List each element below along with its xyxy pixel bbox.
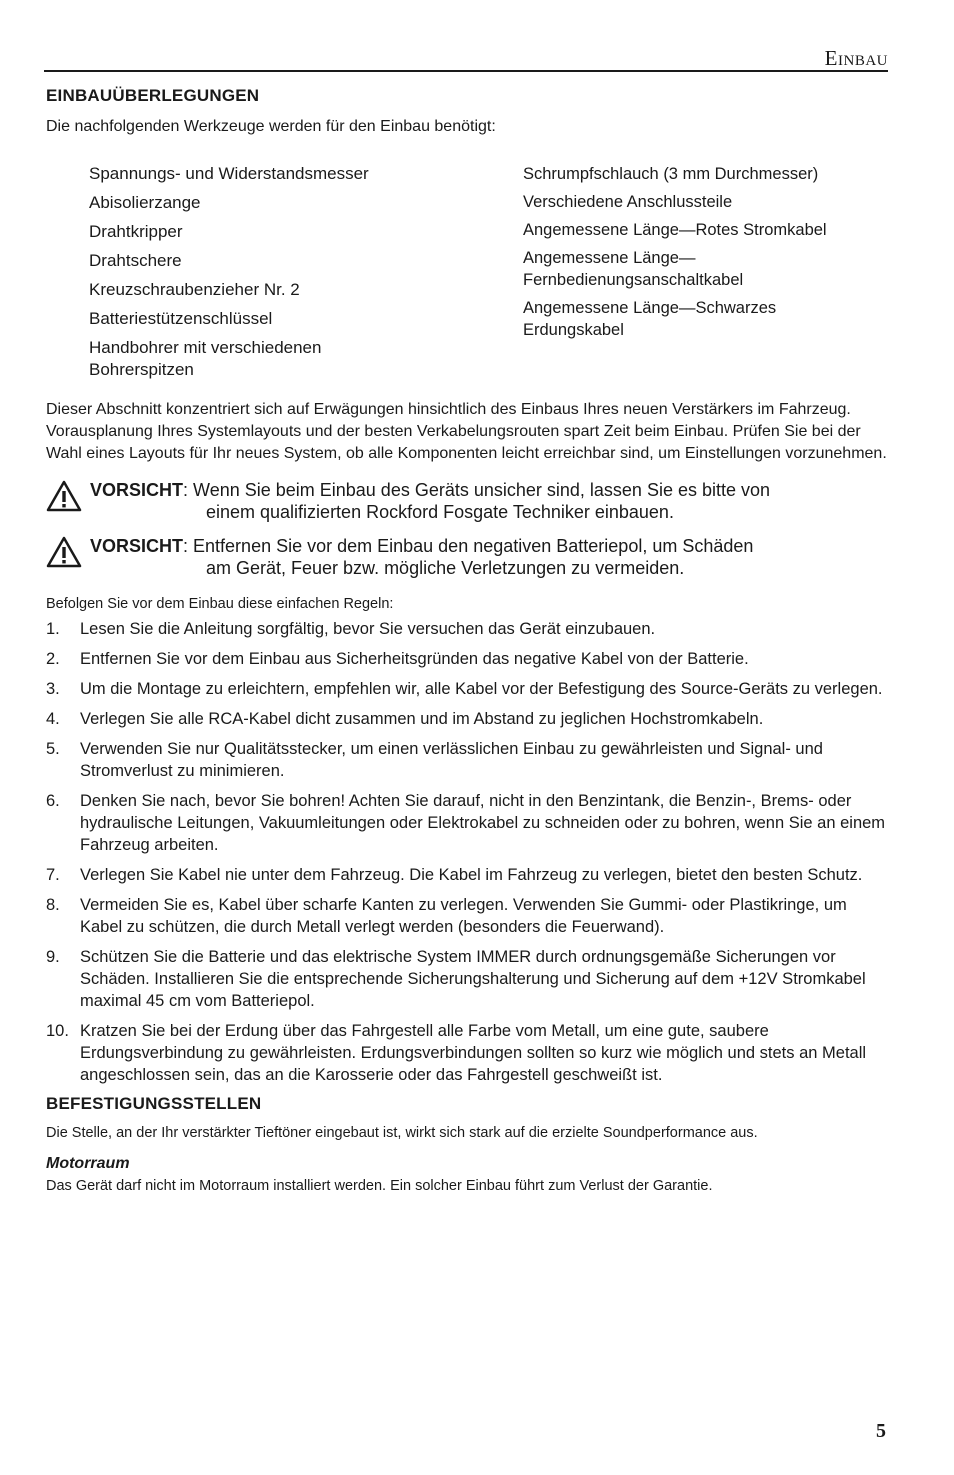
list-item	[46, 648, 888, 670]
tool-item: Kreuzschraubenzieher Nr. 2	[89, 280, 300, 299]
list-item	[46, 790, 888, 856]
tool-item: Drahtschere	[89, 251, 182, 270]
rules-list	[46, 618, 888, 1086]
befestigung-intro: Die Stelle, an der Ihr verstärkter Tieftöner eingebaut ist, wirkt sich stark auf die erzielte Soundperformance aus.	[46, 1125, 758, 1141]
tools-list-right	[523, 163, 883, 347]
list-text: Denken Sie nach, bevor Sie bohren! Achten Sie darauf, nicht in den Benzintank, die Benzin-, Brems- oder hydraulische Leitungen, Vakuumleitungen oder Elektrokabel zu schneiden oder zu bohren, wenn Sie an einem Fahrzeug arbeiten.	[80, 792, 886, 854]
list-item	[46, 864, 888, 886]
list-text: Vermeiden Sie es, Kabel über scharfe Kanten zu verlegen. Verwenden Sie Gummi- oder Plastikringe, um Kabel zu schützen, die durch Metall verlegt werden (besonders die Feuerwand).	[80, 896, 847, 936]
list-item	[46, 894, 888, 938]
tool-item: Verschiedene Anschlussteile	[523, 193, 733, 211]
list-item	[46, 618, 888, 640]
caution-notice: VORSICHT: Entfernen Sie vor dem Einbau den negativen Batteriepol, um Schäden am Gerät, Feuer bzw. mögliche Verletzungen zu vermeiden.	[46, 535, 888, 579]
list-text: Um die Montage zu erleichtern, empfehlen wir, alle Kabel vor der Befestigung des Source-Geräts zu verlegen.	[80, 680, 883, 698]
list-text: Verwenden Sie nur Qualitätsstecker, um einen verlässlichen Einbau zu gewährleisten und Signal- und Stromverlust zu minimieren.	[80, 740, 823, 780]
list-item	[46, 678, 888, 700]
list-item	[46, 1020, 888, 1086]
list-text: Kratzen Sie bei der Erdung über das Fahrgestell alle Farbe vom Metall, um eine gute, saubere Erdungsverbindung zu gewährleisten. Erdungsverbindungen sollten so kurz wie möglich und stets an Metall angeschlossen sein, das an die Karosserie oder das Fahrgestell geschweißt ist.	[80, 1022, 867, 1084]
list-number: 4.	[46, 710, 60, 728]
list-number: 1.	[46, 620, 60, 638]
tool-item: Spannungs- und Widerstandsmesser	[89, 164, 369, 183]
page-content	[46, 86, 888, 1196]
caution-text-cont: am Gerät, Feuer bzw. mögliche Verletzungen zu vermeiden.	[206, 558, 685, 578]
running-head	[44, 46, 888, 72]
section-heading-einbau: EINBAUÜBERLEGUNGEN	[46, 86, 260, 105]
list-number: 3.	[46, 680, 60, 698]
section-description: Dieser Abschnitt konzentriert sich auf Erwägungen hinsichtlich des Einbaus Ihres neuen Verstärkers im Fahrzeug. Vorausplanung Ihres Systemlayouts und der besten Verkabelungsrouten spart Zeit beim Einbau. Prüfen Sie bei der Wahl eines Layouts für Ihr neues System, ob alle Komponenten leicht erreichbar sind, um Einstellungen vorzunehmen.	[46, 401, 887, 462]
caution-notice: VORSICHT: Wenn Sie beim Einbau des Geräts unsicher sind, lassen Sie es bitte von einem qualifizierten Rockford Fosgate Techniker einbauen.	[46, 479, 888, 523]
running-head-title: Einbau	[824, 46, 888, 70]
tools-intro: Die nachfolgenden Werkzeuge werden für den Einbau benötigt:	[46, 118, 496, 135]
tool-item: Drahtkripper	[89, 222, 183, 241]
list-item	[46, 738, 888, 782]
list-text: Verlegen Sie alle RCA-Kabel dicht zusammen und im Abstand zu jeglichen Hochstromkabeln.	[80, 710, 764, 728]
list-number: 8.	[46, 896, 60, 914]
subheading-motorraum: Motorraum	[46, 1155, 130, 1172]
caution-text: Wenn Sie beim Einbau des Geräts unsicher sind, lassen Sie es bitte von	[193, 480, 771, 500]
caution-label: VORSICHT	[90, 536, 184, 556]
rules-intro: Befolgen Sie vor dem Einbau diese einfachen Regeln:	[46, 596, 394, 612]
list-number: 9.	[46, 948, 60, 966]
caution-text: Entfernen Sie vor dem Einbau den negativen Batteriepol, um Schäden	[193, 536, 754, 556]
motorraum-text: Das Gerät darf nicht im Motorraum installiert werden. Ein solcher Einbau führt zum Verlust der Garantie.	[46, 1178, 713, 1194]
tool-item: Angemessene Länge—Schwarzes Erdungskabel	[523, 299, 777, 339]
tool-item: Abisolierzange	[89, 193, 201, 212]
caution-text-cont: einem qualifizierten Rockford Fosgate Techniker einbauen.	[206, 502, 674, 522]
list-number: 10.	[46, 1022, 69, 1040]
list-number: 6.	[46, 792, 60, 810]
list-item	[46, 946, 888, 1012]
tool-item: Schrumpfschlauch (3 mm Durchmesser)	[523, 165, 819, 183]
list-number: 2.	[46, 650, 60, 668]
page-number: 5	[876, 1420, 886, 1442]
list-text: Verlegen Sie Kabel nie unter dem Fahrzeug. Die Kabel im Fahrzeug zu verlegen, bietet den besten Schutz.	[80, 866, 863, 884]
list-text: Entfernen Sie vor dem Einbau aus Sicherheitsgründen das negative Kabel von der Batterie.	[80, 650, 749, 668]
caution-label: VORSICHT	[90, 480, 184, 500]
list-number: 7.	[46, 866, 60, 884]
warning-triangle-icon	[46, 536, 82, 568]
tools-list-left	[89, 163, 459, 388]
warning-triangle-icon	[46, 480, 82, 512]
tool-item: Angemessene Länge—Rotes Stromkabel	[523, 221, 827, 239]
tool-item: Batteriestützenschlüssel	[89, 309, 273, 328]
section-heading-befestigung: BEFESTIGUNGSSTELLEN	[46, 1094, 262, 1113]
tool-item: Angemessene Länge—Fernbedienungsanschaltkabel	[523, 249, 744, 289]
tools-list	[46, 163, 888, 377]
list-item	[46, 708, 888, 730]
tool-item: Handbohrer mit verschiedenen Bohrerspitzen	[89, 338, 322, 379]
list-text: Schützen Sie die Batterie und das elektrische System IMMER durch ordnungsgemäße Sicherungen vor Schäden. Installieren Sie die entsprechende Sicherungshalterung und Sicherung auf dem +12V Stromkabel maximal 45 cm vom Batteriepol.	[80, 948, 866, 1010]
list-text: Lesen Sie die Anleitung sorgfältig, bevor Sie versuchen das Gerät einzubauen.	[80, 620, 656, 638]
list-number: 5.	[46, 740, 60, 758]
